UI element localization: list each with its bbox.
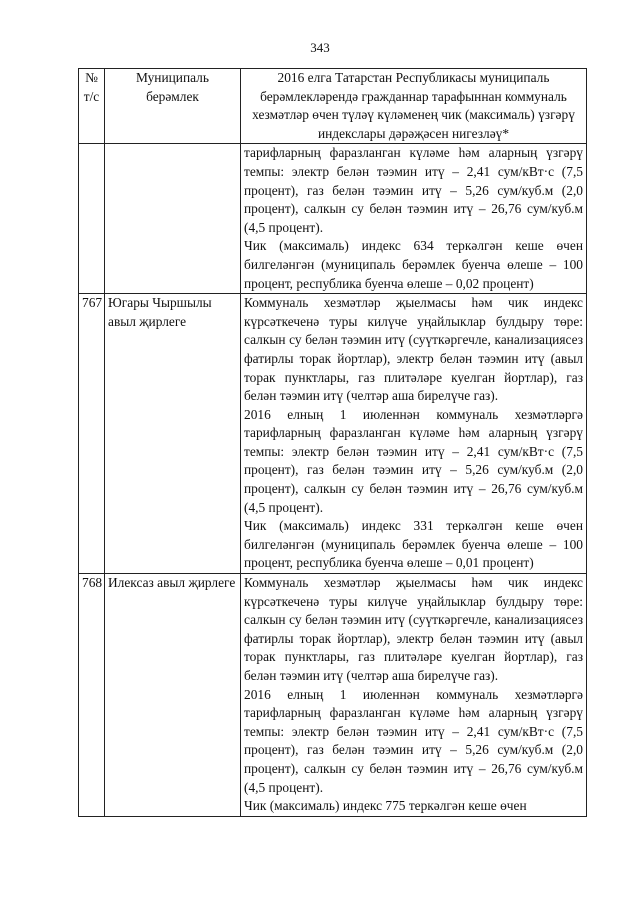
header-description: 2016 елга Татарстан Республикасы муниципаль берәмлекләрендә гражданнар тарафыннан коммуналь хезмәтләр өчен түләү күләменең чик (максималь) үзгәрү индекслары дәрәҗәсен нигезләү* — [241, 69, 587, 144]
description-paragraph: 2016 елның 1 июленнән коммуналь хезмәтләргә тарифларның фаразланган күләме һәм аларның үзгәрү темпы: электр белән тәэмин итү – 2,41 сум/кВт·с (7,5 процент), газ белән тәэмин итү – 5,26 сум/куб.м (2,0 процент), салкын су белән тәэмин итү – 26,76 сум/куб.м (4,5 процент). — [244, 686, 583, 795]
description-paragraph: Коммуналь хезмәтләр җыелмасы һәм чик индекс күрсәткеченә туры килүче уңайлыклар булдыру төре: салкын су белән тәэмин итү (суүткәргечле, канализациясез фатирлы торак йортлар), электр белән тәэмин итү (авыл торак пунктлары, газ плитәләре куелган йортлар), газ белән тәэмин итү (челтәр аша бирелүче газ). — [244, 295, 583, 404]
description-paragraph: 2016 елның 1 июленнән коммуналь хезмәтләргә тарифларның фаразланган күләме һәм аларның үзгәрү темпы: электр белән тәэмин итү – 2,41 сум/кВт·с (7,5 процент), газ белән тәэмин итү – 5,26 сум/куб.м (2,0 процент), салкын су белән тәэмин итү – 26,76 сум/куб.м (4,5 процент). — [244, 406, 583, 515]
header-municipality — [105, 69, 241, 144]
row-number: 767 — [79, 294, 105, 574]
row-number — [79, 144, 105, 294]
description-paragraph: Коммуналь хезмәтләр җыелмасы һәм чик индекс күрсәткеченә туры килүче уңайлыклар булдыру төре: салкын су белән тәэмин итү (суүткәргечле, канализациясез фатирлы торак йортлар), электр белән тәэмин итү (авыл торак пунктлары, газ плитәләре куелган йортлар), газ белән тәэмин итү (челтәр аша бирелүче газ). — [244, 575, 583, 683]
row-municipality — [105, 144, 241, 294]
row-description — [241, 574, 587, 817]
table-body — [79, 144, 587, 816]
table-row — [79, 294, 587, 574]
row-municipality: Югары Чыршылы авыл җирлеге — [105, 294, 241, 574]
row-description — [241, 294, 587, 574]
header-municipality-line1: Муниципаль — [136, 70, 209, 85]
header-number — [79, 69, 105, 144]
header-number-line1: № — [85, 70, 98, 85]
row-description — [241, 144, 587, 294]
row-municipality: Илексаз авыл җирлеге — [105, 574, 241, 817]
description-paragraph: тарифларның фаразланган күләме һәм аларның үзгәрү темпы: электр белән тәэмин итү – 2,41 сум/кВт·с (7,5 процент), газ белән тәэмин итү – 5,26 сум/куб.м (2,0 процент), салкын су белән тәэмин итү – 26,76 сум/куб.м (4,5 процент). — [244, 145, 583, 235]
description-paragraph: Чик (максималь) индекс 775 теркәлгән кеше өчен — [244, 798, 527, 814]
table-header-row — [79, 69, 587, 144]
table-row — [79, 574, 587, 817]
description-paragraph: Чик (максималь) индекс 634 теркәлгән кеше өчен билгеләнгән (муниципаль берәмлек буенча өлеше – 100 процент, республика буенча өлеше – 0,02 процент) — [244, 238, 583, 291]
header-municipality-line2: берәмлек — [146, 88, 199, 104]
table-row — [79, 144, 587, 294]
description-paragraph: Чик (максималь) индекс 331 теркәлгән кеше өчен билгеләнгән (муниципаль берәмлек буенча өлеше – 100 процент, республика буенча өлеше – 0,01 процент) — [244, 518, 583, 571]
header-number-line2: т/с — [83, 88, 100, 104]
page-number: 343 — [310, 40, 330, 55]
municipal-index-table — [78, 68, 587, 817]
row-number: 768 — [79, 574, 105, 817]
